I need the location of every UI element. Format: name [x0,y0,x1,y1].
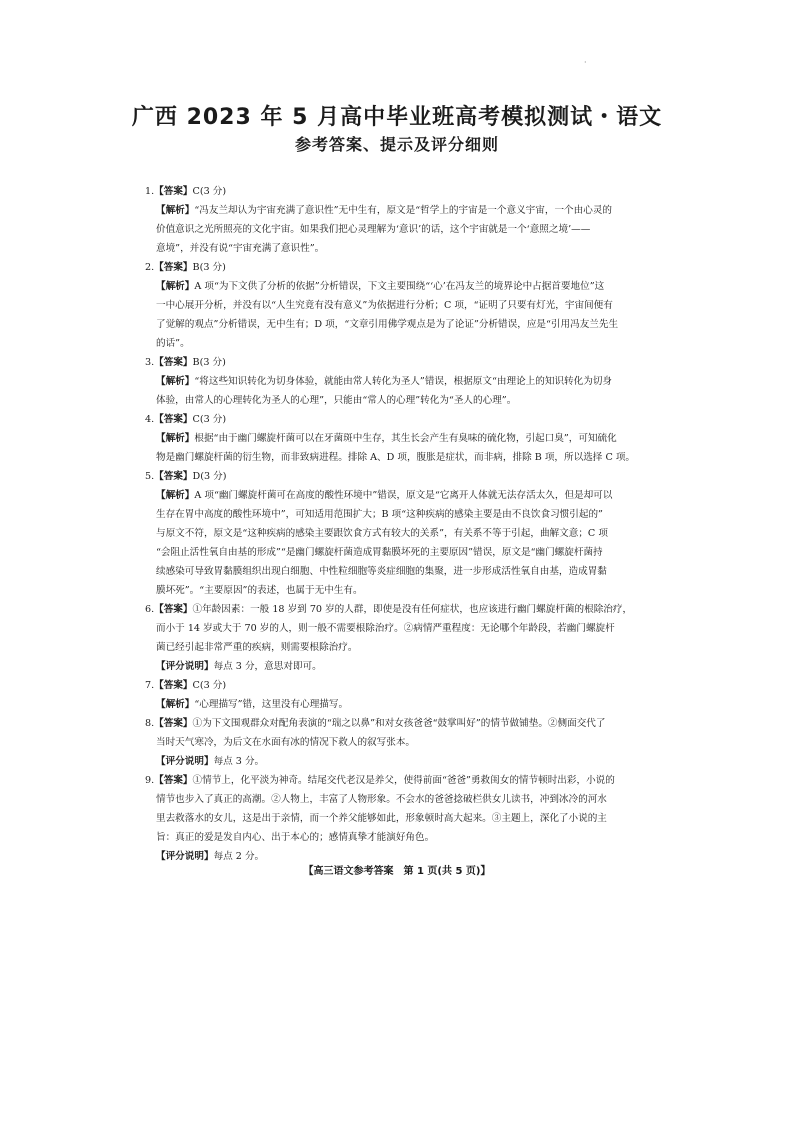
answer-line: 菌已经引起非常严重的疾病，则需要根除治疗。 [156,642,358,653]
answer-line [145,182,665,201]
page-footer: 【高三语文参考答案 第 1 页(共 5 页)】 [303,866,491,877]
answer-text: ①为下文围观群众对配角表演的“瑞之以鼻”和对女孩爸爸“鼓掌叫好”的情节做铺垫。②侧面交代了 [192,718,606,729]
analysis-line [145,277,665,296]
answer-line: 而小于 14 岁或大于 70 岁的人，则一般不需要根除治疗。②病情严重程度：无论哪个年龄段，若幽门螺旋杆 [156,623,615,634]
answer-line [145,258,665,277]
answer-text: C(3 分) [192,414,227,425]
scoring-tag: 【评分说明】 [156,661,214,672]
scoring-tag: 【评分说明】 [156,756,214,767]
answer-line [145,467,665,486]
analysis-line: 一中心展开分析，并没有以“人生究竟有没有意义”为依据进行分析；C 项，“证明了只要有灯光，宇宙间便有 [156,300,613,311]
answer-tag: 【答案】 [154,357,193,368]
analysis-tag: 【解析】 [156,433,195,444]
answer-tag: 【答案】 [154,604,193,615]
analysis-line: 膜坏死”。“主要原因”的表述，也属于无中生有。 [156,585,363,596]
question-number: 6. [145,604,155,615]
answer-tag: 【答案】 [154,186,193,197]
analysis-line: 生存在胃中高度的酸性环境中”，可知适用范围扩大；B 项“这种疾病的感染主要是由不良饮食习惯引起的” [156,509,603,520]
analysis-text: 根据“由于幽门螺旋杆菌可以在牙菌斑中生存，其生长会产生有臭味的硫化物，引起口臭”，可知硫化 [194,433,617,444]
answer-line [145,714,665,733]
analysis-tag: 【解析】 [156,490,195,501]
answer-text: B(3 分) [192,357,226,368]
answer-line [145,676,665,695]
answer-line [145,410,665,429]
analysis-tag: 【解析】 [156,205,195,216]
question-number: 4. [145,414,155,425]
document-title: 广西 2023 年 5 月高中毕业班高考模拟测试・语文 [131,105,663,130]
corner-mark: · [584,58,587,67]
answer-tag: 【答案】 [154,414,193,425]
analysis-line: 意境”，并没有说“宇宙充满了意识性”。 [156,243,325,254]
analysis-line: 续感染可导致胃黏膜组织出现白细胞、中性粒细胞等炎症细胞的集聚，进一步形成活性氧自由基，造成胃黏 [156,566,607,577]
answer-tag: 【答案】 [154,718,193,729]
analysis-line [145,486,665,505]
analysis-line: “会阻止活性氧自由基的形成”“是幽门螺旋杆菌造成胃黏膜坏死的主要原因”错误，原文是“幽门螺旋杆菌持 [156,547,603,558]
analysis-line: 体验，由常人的心理转化为圣人的心理”，只能由“常人的心理”转化为“圣人的心理”。 [156,395,517,406]
analysis-text: “冯友兰却认为宇宙充满了意识性”无中生有，原文是“哲学上的宇宙是一个意义宇宙，一个由心灵的 [194,205,613,216]
answer-tag: 【答案】 [154,775,193,786]
answer-block-q4 [145,410,665,467]
analysis-line [145,372,665,391]
answer-line: 情节也步入了真正的高潮。②人物上，丰富了人物形象。不会水的爸爸捻破栏供女儿读书，冲到冰冷的河水 [156,794,607,805]
scoring-line [145,657,665,676]
answer-block-q7 [145,676,665,714]
analysis-line: 物是幽门螺旋杆菌的衍生物，而非致病进程。排除 A、D 项，腹胀是症状，而非病，排除 B 项，所以选择 C 项。 [156,452,636,463]
analysis-line: 了觉解的观点”分析错误，无中生有；D 项，“文章引用佛学观点是为了论证”分析错误，应是“引用冯友兰先生 [156,319,619,330]
answer-text: D(3 分) [192,471,227,482]
scoring-text: 每点 3 分，意思对即可。 [213,661,322,672]
answer-line [145,600,665,619]
question-number: 1. [145,186,155,197]
answer-text: ①年龄因素：一般 18 岁到 70 岁的人群，即使是没有任何症状，也应该进行幽门螺旋杆菌的根除治疗， [192,604,633,615]
analysis-tag: 【解析】 [156,699,195,710]
analysis-line [145,695,665,714]
analysis-tag: 【解析】 [156,376,195,387]
question-number: 3. [145,357,155,368]
answer-tag: 【答案】 [154,262,193,273]
answer-tag: 【答案】 [154,680,193,691]
answer-line [145,353,665,372]
scoring-text: 每点 3 分。 [213,756,265,767]
analysis-line: 的话”。 [156,338,190,349]
answer-block-q8 [145,714,665,771]
answer-block-q1 [145,182,665,258]
answer-block-q5 [145,467,665,600]
scoring-text: 每点 2 分。 [213,851,265,862]
answer-line: 旨：真正的爱是发自内心、出于本心的；感情真挚才能演好角色。 [156,832,435,843]
analysis-line [145,429,665,448]
answer-line: 当时天气寒冷，为后文在水面有冰的情况下救人的叙写张本。 [156,737,416,748]
answer-text: B(3 分) [192,262,226,273]
question-number: 5. [145,471,155,482]
answer-content [145,182,665,866]
scoring-line [145,752,665,771]
document-subtitle: 参考答案、提示及评分细则 [294,135,499,154]
analysis-line [145,201,665,220]
question-number: 9. [145,775,155,786]
answer-text: C(3 分) [192,186,227,197]
question-number: 8. [145,718,155,729]
analysis-text: A 项“为下文供了分析的依据”分析错误，下文主要围绕“‘心’在冯友兰的境界论中占据首要地位”这 [194,281,605,292]
analysis-text: “心理描写”错，这里没有心理描写。 [194,699,349,710]
answer-tag: 【答案】 [154,471,193,482]
answer-line: 里去救落水的女儿，这是出于亲情，而一个养父能够如此，形象顿时高大起来。③主题上，深化了小说的主 [156,813,607,824]
analysis-tag: 【解析】 [156,281,195,292]
question-number: 7. [145,680,155,691]
answer-line [145,771,665,790]
answer-block-q2 [145,258,665,353]
answer-text: C(3 分) [192,680,227,691]
answer-block-q9 [145,771,665,866]
answer-text: ①情节上，化平淡为神奇。结尾交代老汉是养父，使得前面“爸爸”勇救闺女的情节顿时出彩，小说的 [192,775,615,786]
answer-block-q6 [145,600,665,676]
scoring-tag: 【评分说明】 [156,851,214,862]
question-number: 2. [145,262,155,273]
analysis-line: 与原文不符，原文是“这种疾病的感染主要跟饮食方式有较大的关系”，有关系不等于引起，曲解文意；C 项 [156,528,608,539]
analysis-text: “将这些知识转化为切身体验，就能由常人转化为圣人”错误，根据原文“由理论上的知识转化为切身 [194,376,613,387]
analysis-text: A 项“幽门螺旋杆菌可在高度的酸性环境中”错误，原文是“它离开人体就无法存活太久，但是却可以 [194,490,613,501]
analysis-line: 价值意识之光所照亮的文化宇宙。如果我们把心灵理解为‘意识’的话，这个宇宙就是一个‘意照之境’—— [156,224,591,235]
answer-block-q3 [145,353,665,410]
